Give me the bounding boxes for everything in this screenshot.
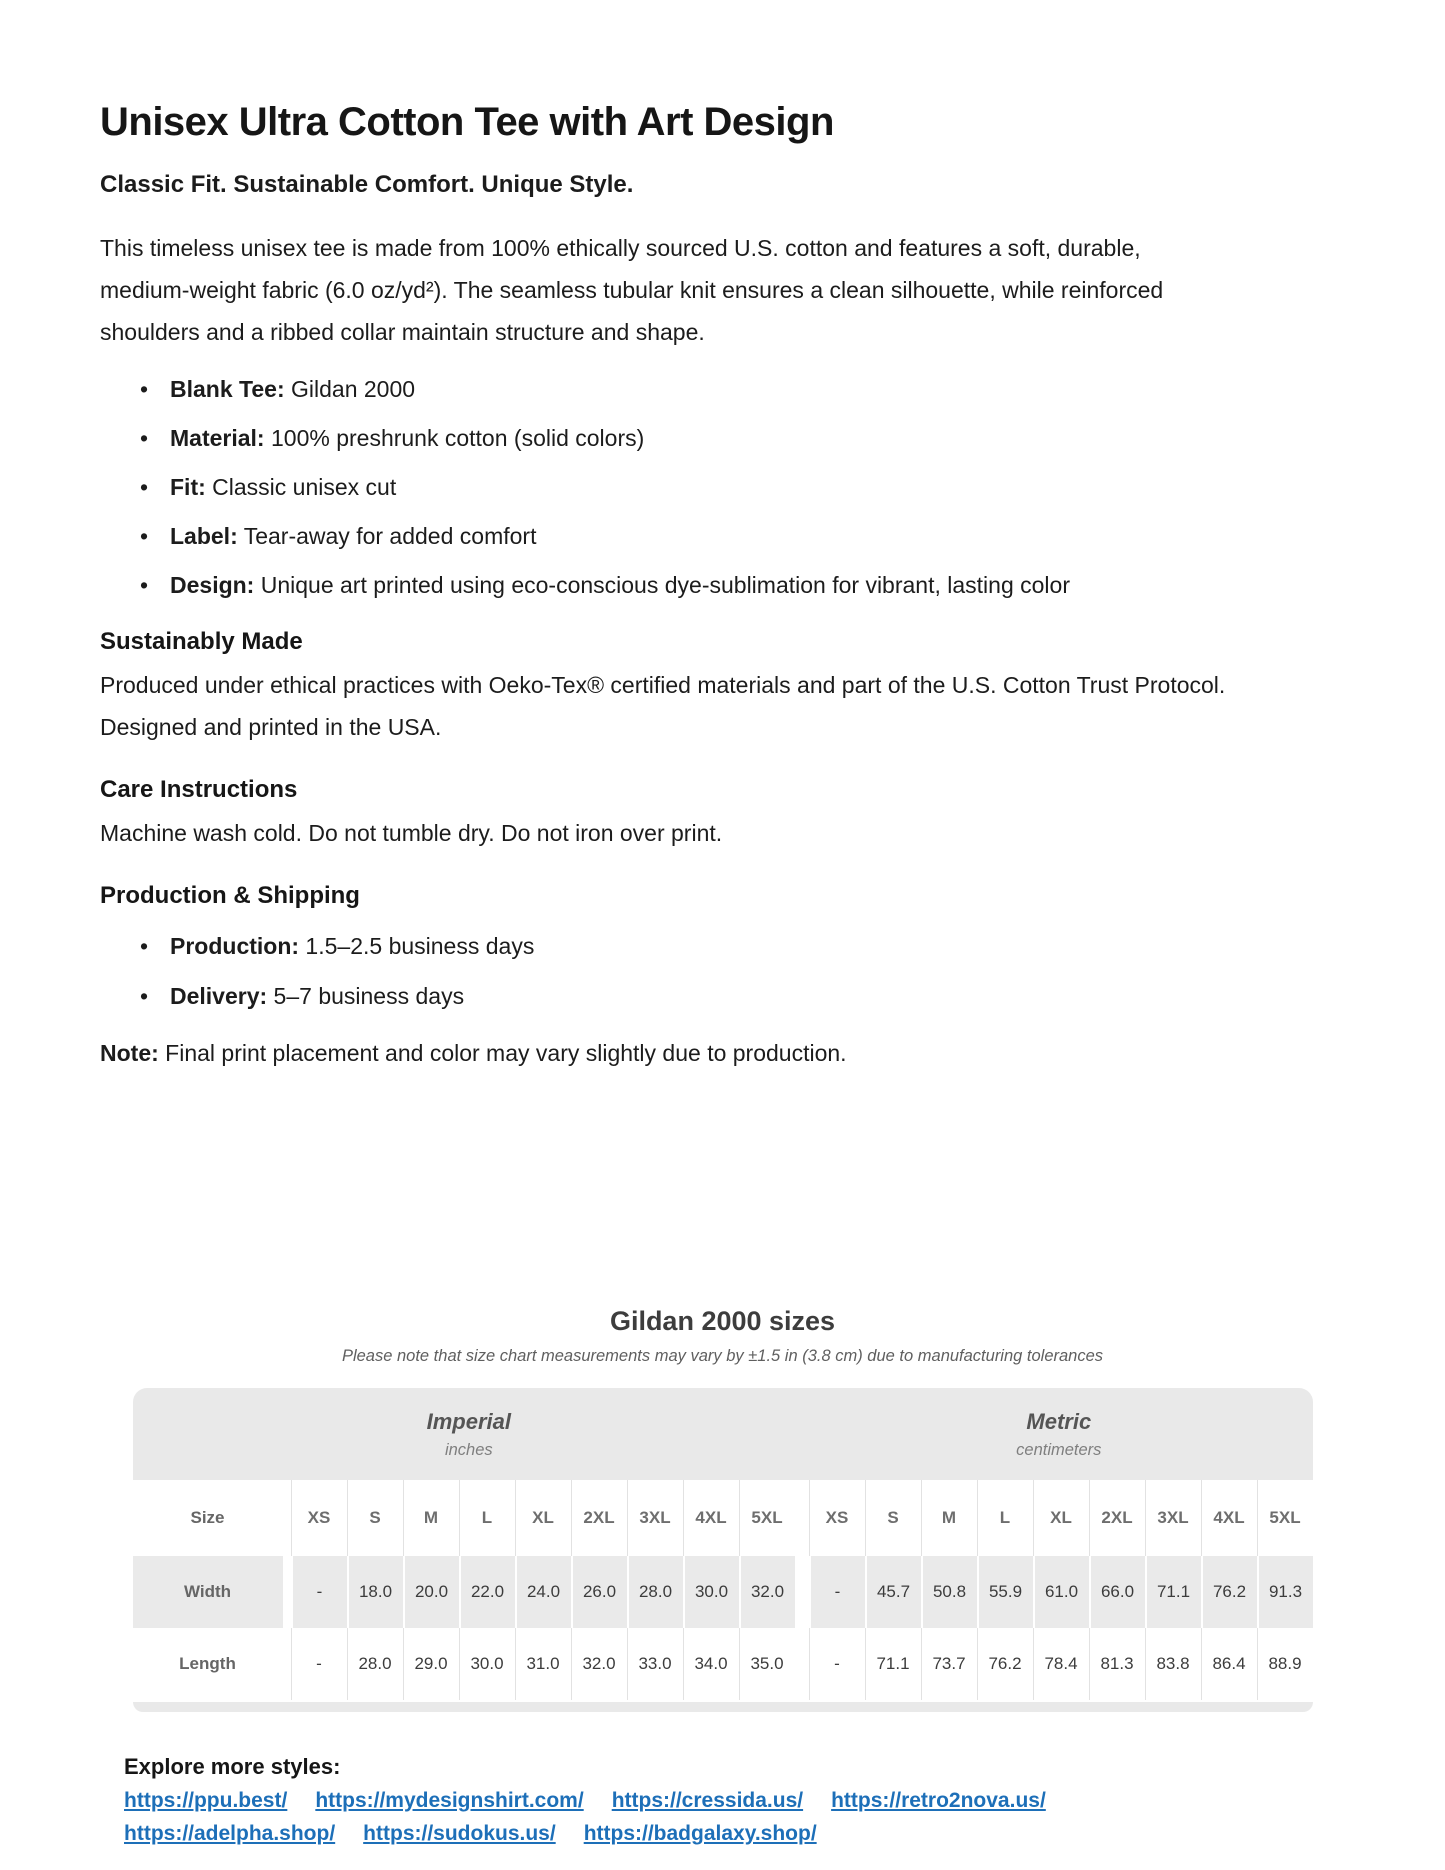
width-metric-cell: 71.1 (1145, 1556, 1201, 1628)
feature-text: Unique art printed using eco-conscious dye-sublimation for vibrant, lasting color (254, 572, 1070, 598)
length-metric-cell: 78.4 (1033, 1628, 1089, 1700)
length-metric-cell: 71.1 (865, 1628, 921, 1700)
length-imperial-cell: 34.0 (683, 1628, 739, 1700)
width-metric-cell: 50.8 (921, 1556, 977, 1628)
imperial-header (133, 1388, 806, 1480)
style-link-sudokus[interactable]: https://sudokus.us/ (363, 1822, 556, 1845)
length-metric-cell: 86.4 (1201, 1628, 1257, 1700)
feature-text: Tear-away for added comfort (237, 523, 537, 549)
note-text: Final print placement and color may vary slightly due to production. (158, 1040, 847, 1066)
note-label: Note: (100, 1040, 159, 1066)
link-row-1 (124, 1789, 1345, 1813)
care-instructions-body: Machine wash cold. Do not tumble dry. Do not iron over print. (100, 820, 723, 846)
size-header-imperial: 5XL (739, 1480, 795, 1556)
size-header-imperial: 3XL (627, 1480, 683, 1556)
width-row-label: Width (133, 1556, 283, 1628)
section-heading-sustainably-made: Sustainably Made (100, 628, 303, 655)
length-imperial-cell: 33.0 (627, 1628, 683, 1700)
imperial-metric-divider (795, 1556, 809, 1628)
size-header-imperial: XS (291, 1480, 347, 1556)
feature-item-blank-tee (100, 375, 1345, 404)
size-header-imperial: 2XL (571, 1480, 627, 1556)
style-link-adelpha[interactable]: https://adelpha.shop/ (124, 1822, 336, 1845)
width-metric-cell: 66.0 (1089, 1556, 1145, 1628)
intro-paragraph: This timeless unisex tee is made from 100% ethically sourced U.S. cotton and features a soft, durable, medium-weight fabric (6.0 oz/yd²). The seamless tubular knit ensures a clean silhouette, while reinforced shoulders and a ribbed collar maintain structure and shape. (100, 235, 1164, 345)
feature-label: Design: (170, 572, 255, 598)
length-metric-cell: 88.9 (1257, 1628, 1313, 1700)
imperial-metric-divider (795, 1480, 809, 1556)
width-metric-cell: - (809, 1556, 865, 1628)
shipping-item-text: 5–7 business days (267, 983, 465, 1009)
shipping-item-label: Production: (170, 933, 300, 959)
section-heading-production-shipping: Production & Shipping (100, 882, 360, 909)
feature-label: Fit: (170, 474, 206, 500)
feature-item-design (100, 571, 1345, 600)
feature-label: Label: (170, 523, 238, 549)
length-metric-cell: 73.7 (921, 1628, 977, 1700)
size-header-metric: XS (809, 1480, 865, 1556)
length-metric-cell: - (809, 1628, 865, 1700)
feature-text: 100% preshrunk cotton (solid colors) (264, 425, 645, 451)
shipping-item-delivery (100, 982, 1345, 1011)
section-heading-care-instructions: Care Instructions (100, 776, 298, 803)
page-subtitle: Classic Fit. Sustainable Comfort. Unique Style. (100, 171, 634, 198)
width-imperial-cell: 22.0 (459, 1556, 515, 1628)
feature-text: Gildan 2000 (284, 376, 416, 402)
size-header-metric: S (865, 1480, 921, 1556)
size-chart-title: Gildan 2000 sizes (609, 1306, 836, 1336)
shipping-item-label: Delivery: (170, 983, 268, 1009)
length-imperial-cell: 28.0 (347, 1628, 403, 1700)
column-gap (283, 1628, 291, 1700)
length-metric-cell: 83.8 (1145, 1628, 1201, 1700)
feature-list (100, 375, 1345, 600)
width-imperial-cell: 32.0 (739, 1556, 795, 1628)
length-row (133, 1628, 1313, 1700)
size-column-header: Size (190, 1508, 225, 1527)
style-link-retro2nova[interactable]: https://retro2nova.us/ (831, 1789, 1046, 1812)
size-header-imperial: S (347, 1480, 403, 1556)
size-table-header-band (133, 1388, 1313, 1480)
imperial-metric-divider (795, 1628, 809, 1700)
production-shipping-list (100, 932, 1345, 1011)
size-header-imperial: M (403, 1480, 459, 1556)
size-table (133, 1388, 1313, 1712)
link-row-2 (124, 1822, 1345, 1846)
length-metric-cell: 81.3 (1089, 1628, 1145, 1700)
metric-label: Metric (1026, 1408, 1092, 1434)
feature-item-material (100, 424, 1345, 453)
width-metric-cell: 45.7 (865, 1556, 921, 1628)
note-paragraph (100, 1032, 1345, 1074)
length-imperial-cell: 30.0 (459, 1628, 515, 1700)
feature-label: Blank Tee: (170, 376, 285, 402)
size-chart-section (100, 1306, 1345, 1712)
width-imperial-cell: 24.0 (515, 1556, 571, 1628)
page-title: Unisex Ultra Cotton Tee with Art Design (100, 100, 834, 144)
sustainably-made-body: Produced under ethical practices with Oeko-Tex® certified materials and part of the U.S. Cotton Trust Protocol. Designed and printed in the USA. (100, 672, 1226, 740)
metric-unit: centimeters (1016, 1440, 1102, 1459)
size-header-metric: XL (1033, 1480, 1089, 1556)
size-header-metric: 2XL (1089, 1480, 1145, 1556)
length-imperial-cell: 29.0 (403, 1628, 459, 1700)
length-imperial-cell: 32.0 (571, 1628, 627, 1700)
length-imperial-cell: - (291, 1628, 347, 1700)
size-chart-tolerance-note: Please note that size chart measurements may vary by ±1.5 in (3.8 cm) due to manufacturing tolerances (341, 1347, 1104, 1365)
size-header-imperial: XL (515, 1480, 571, 1556)
width-row (133, 1556, 1313, 1628)
length-row-label: Length (179, 1654, 236, 1673)
length-metric-cell: 76.2 (977, 1628, 1033, 1700)
size-header-metric: 3XL (1145, 1480, 1201, 1556)
width-imperial-cell: 20.0 (403, 1556, 459, 1628)
size-header-imperial: L (459, 1480, 515, 1556)
width-imperial-cell: 26.0 (571, 1556, 627, 1628)
imperial-unit: inches (444, 1440, 493, 1459)
width-imperial-cell: 18.0 (347, 1556, 403, 1628)
column-gap (283, 1556, 291, 1628)
size-header-row (133, 1480, 1313, 1556)
style-link-cressida[interactable]: https://cressida.us/ (611, 1789, 804, 1812)
width-metric-cell: 55.9 (977, 1556, 1033, 1628)
size-header-metric: 4XL (1201, 1480, 1257, 1556)
width-imperial-cell: - (291, 1556, 347, 1628)
size-table-footer-band (133, 1702, 1313, 1712)
width-metric-cell: 61.0 (1033, 1556, 1089, 1628)
length-imperial-cell: 35.0 (739, 1628, 795, 1700)
style-link-ppu-best[interactable]: https://ppu.best/ (124, 1789, 288, 1812)
feature-label: Material: (170, 425, 265, 451)
width-imperial-cell: 28.0 (627, 1556, 683, 1628)
size-header-imperial: 4XL (683, 1480, 739, 1556)
width-imperial-cell: 30.0 (683, 1556, 739, 1628)
shipping-item-text: 1.5–2.5 business days (299, 933, 535, 959)
length-imperial-cell: 31.0 (515, 1628, 571, 1700)
explore-more-styles-section (124, 1754, 1345, 1846)
column-gap (283, 1480, 291, 1556)
shipping-item-production (100, 932, 1345, 961)
feature-item-fit (100, 473, 1345, 502)
metric-header (805, 1388, 1312, 1480)
feature-item-label (100, 522, 1345, 551)
size-header-metric: 5XL (1257, 1480, 1313, 1556)
width-metric-cell: 76.2 (1201, 1556, 1257, 1628)
style-link-mydesignshirt[interactable]: https://mydesignshirt.com/ (315, 1789, 584, 1812)
explore-heading: Explore more styles: (124, 1754, 341, 1779)
feature-text: Classic unisex cut (205, 474, 397, 500)
imperial-label: Imperial (426, 1408, 511, 1434)
style-link-badgalaxy[interactable]: https://badgalaxy.shop/ (583, 1822, 817, 1845)
size-header-metric: L (977, 1480, 1033, 1556)
size-header-metric: M (921, 1480, 977, 1556)
width-metric-cell: 91.3 (1257, 1556, 1313, 1628)
